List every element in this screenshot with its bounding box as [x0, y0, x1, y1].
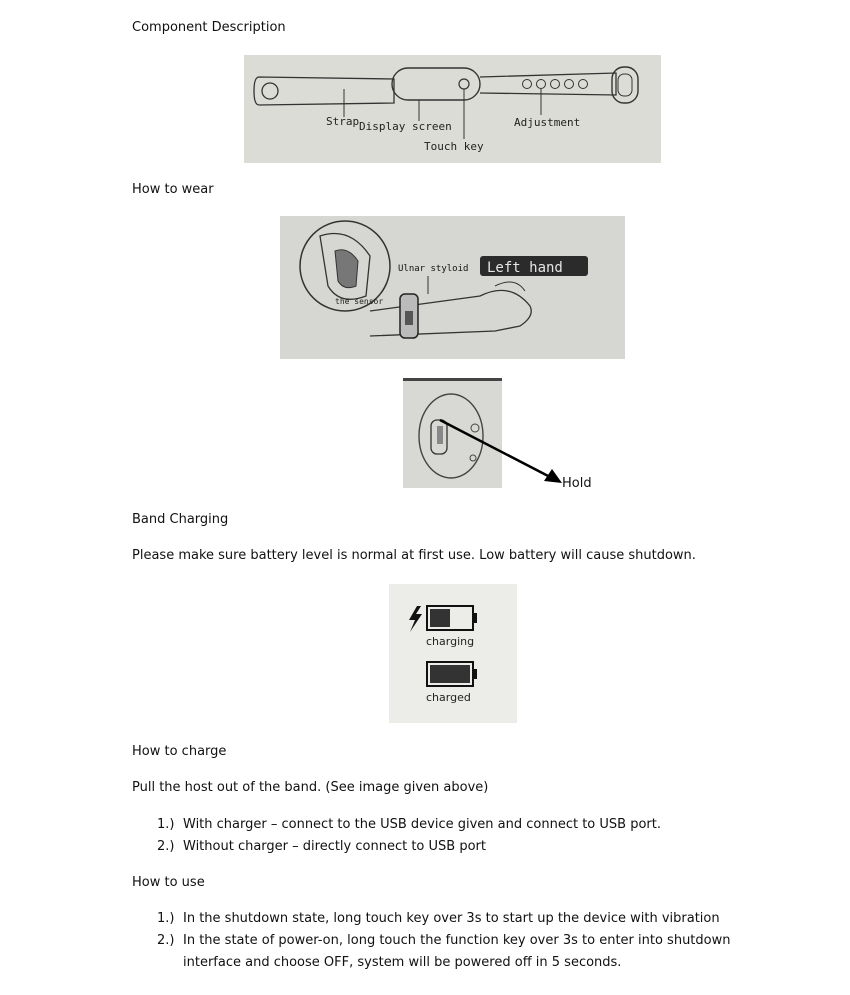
heading-band-charging: Band Charging — [132, 512, 229, 527]
charging-note: Please make sure battery level is normal at first use. Low battery will cause shutdown. — [132, 548, 696, 563]
list-item — [157, 908, 730, 930]
band-components-image — [244, 55, 661, 163]
label-strap: Strap — [326, 115, 360, 128]
charging-level-bar — [430, 609, 450, 627]
list-text-continued: interface and choose OFF, system will be powered off in 5 seconds. — [183, 955, 622, 970]
charged-level-bar — [430, 665, 470, 683]
use-steps-list — [157, 908, 730, 974]
list-text: In the state of power-on, long touch the function key over 3s to enter into shutdown — [183, 933, 731, 948]
charge-steps-list — [157, 814, 661, 858]
list-item — [157, 836, 661, 858]
wear-image — [280, 216, 625, 359]
heading-how-to-wear: How to wear — [132, 182, 214, 197]
heading-component-description: Component Description — [132, 20, 286, 35]
list-text: In the shutdown state, long touch key over 3s to start up the device with vibration — [183, 911, 720, 926]
list-text: Without charger – directly connect to USB port — [183, 839, 486, 854]
label-touch-key: Touch key — [424, 140, 484, 153]
label-adjustment: Adjustment — [514, 116, 581, 129]
band-diagram — [244, 55, 661, 163]
label-ulnar-styloid: Ulnar styloid — [398, 264, 469, 274]
list-number: 2.) — [157, 839, 175, 854]
label-left-hand: Left hand — [487, 260, 563, 276]
label-display-screen: Display screen — [359, 120, 452, 133]
battery-diagram — [389, 584, 517, 723]
list-item — [157, 930, 730, 974]
label-hold: Hold — [562, 476, 592, 491]
battery-image — [389, 584, 517, 723]
heading-how-to-charge: How to charge — [132, 744, 227, 759]
list-item — [157, 814, 661, 836]
list-number: 1.) — [157, 911, 175, 926]
label-charged: charged — [426, 691, 471, 704]
list-number: 1.) — [157, 817, 175, 832]
charge-intro: Pull the host out of the band. (See image given above) — [132, 780, 489, 795]
hold-arrow-icon — [430, 415, 570, 490]
heading-how-to-use: How to use — [132, 875, 205, 890]
list-number: 2.) — [157, 933, 175, 948]
wear-diagram — [280, 216, 625, 359]
list-text: With charger – connect to the USB device given and connect to USB port. — [183, 817, 661, 832]
label-the-sensor: the sensor — [335, 297, 384, 306]
label-charging: charging — [426, 635, 475, 648]
